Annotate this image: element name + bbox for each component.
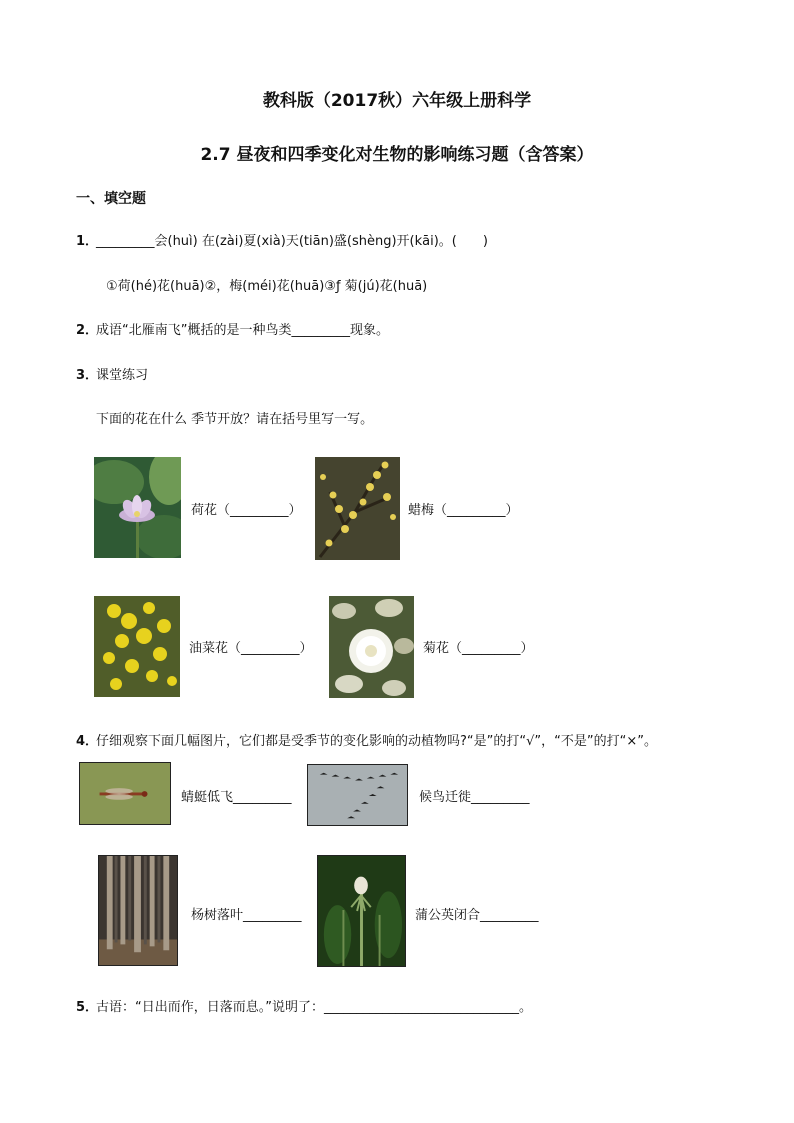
item-label: 蜡梅（_________）: [408, 503, 519, 518]
question-text: 成语“北雁南飞”概括的是一种鸟类_________现象。: [96, 323, 389, 338]
item-label: 菊花（_________）: [423, 641, 534, 656]
item-label: 蒲公英闭合_________: [415, 908, 539, 923]
question-number: 2．: [76, 323, 99, 338]
question-text: _________会(huì) 在(zài)夏(xià)天(tiān)盛(shèng)开(kāi)。( ): [96, 234, 488, 249]
lotus-image: [94, 457, 181, 558]
question-text: 课堂练习: [96, 368, 149, 383]
rapeseed-flower-image: [94, 596, 180, 697]
chrysanthemum-image: [329, 596, 414, 698]
question-instruction: 下面的花在什么 季节开放？请在括号里写一写。: [96, 412, 374, 427]
page-title: 教科版（2017秋）六年级上册科学: [262, 91, 532, 111]
question-text: 仔细观察下面几幅图片，它们都是受季节的变化影响的动植物吗?“是”的打“√”，“不是”的打“×”。: [96, 734, 657, 749]
item-label: 候鸟迁徙_________: [419, 790, 530, 805]
item-label: 油菜花（_________）: [189, 641, 313, 656]
item-label: 杨树落叶_________: [191, 908, 302, 923]
question-number: 1．: [76, 234, 99, 249]
question-text: 古语：“日出而作，日落而息。”说明了：______________________________。: [96, 1000, 532, 1015]
section-heading: 一、填空题: [76, 191, 146, 207]
poplar-trees-image: [98, 855, 178, 966]
dandelion-image: [317, 855, 406, 967]
wintersweet-image: [315, 457, 400, 560]
question-number: 5．: [76, 1000, 99, 1015]
question-options: ①荷(hé)花(huā)②，梅(méi)花(huā)③ƒ 菊(jú)花(huā): [106, 279, 428, 294]
page-subtitle: 2.7 昼夜和四季变化对生物的影响练习题（含答案）: [200, 145, 594, 165]
migrating-birds-image: [307, 764, 408, 826]
question-number: 4．: [76, 734, 99, 749]
question-number: 3．: [76, 368, 99, 383]
item-label: 荷花（_________）: [191, 503, 302, 518]
item-label: 蜻蜓低飞_________: [181, 790, 292, 805]
dragonfly-image: [79, 762, 171, 825]
